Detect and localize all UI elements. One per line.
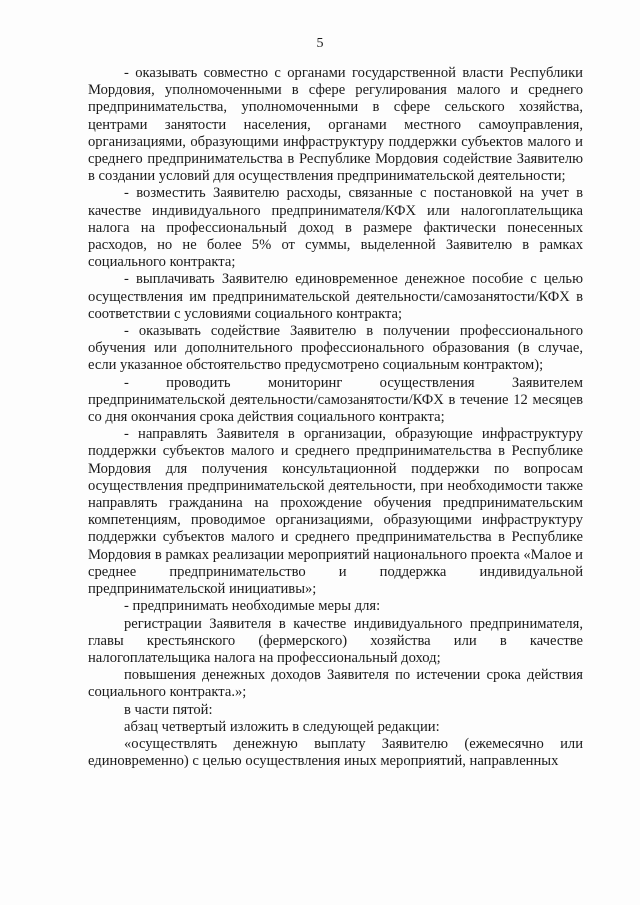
paragraph-assist-conditions: - оказывать совместно с органами государственной власти Республики Мордовия, уполномоченными в сфере регулирования малого и среднего предпринимательства, уполномоченными в сфере сельского хозяйства, центрами занятости населения, органами местного самоуправления, организациями, образующими инфраструктуру поддержки субъектов малого и среднего предпринимательства в Республике Мордовия содействие Заявителю в создании условий для осуществления предпринимательской деятельности; [88,65,583,185]
paragraph-part-five: в части пятой: [124,701,213,718]
document-body [88,65,583,770]
page-number: 5 [316,36,324,51]
paragraph-reimburse-expenses: - возместить Заявителю расходы, связанные с постановкой на учет в качестве индивидуального предпринимателя/КФХ или налогоплательщика налога на профессиональный доход в размере фактически понесенных расходов, но не более 5% от суммы, выделенной Заявителю в рамках социального контракта; [88,185,583,271]
paragraph-cash-payment: «осуществлять денежную выплату Заявителю (ежемесячно или единовременно) с целью осуществления иных мероприятий, направленных [88,735,583,770]
paragraph-referral-support: - направлять Заявителя в организации, образующие инфраструктуру поддержки субъектов малого и среднего предпринимательства в Республике Мордовия для получения консультационной поддержки по вопросам осуществления предпринимательской деятельности, при необходимости также направлять гражданина на прохождение обучения предпринимательским компетенциям, проводимое организациями, образующими инфраструктуру поддержки субъектов малого и среднего предпринимательства в Республике Мордовия в рамках реализации мероприятий национального проекта «Малое и среднее предпринимательство и поддержка индивидуальной предпринимательской инициативы»; [88,426,583,598]
paragraph-take-measures: - предпринимать необходимые меры для: [124,598,381,615]
paragraph-fourth-clause: абзац четвертый изложить в следующей редакции: [124,718,440,735]
paragraph-training-assistance: - оказывать содействие Заявителю в получении профессионального обучения или дополнительного профессионального образования (в случае, если указанное обстоятельство предусмотрено социальным контрактом); [88,323,583,374]
paragraph-registration: регистрации Заявителя в качестве индивидуального предпринимателя, главы крестьянского (фермерского) хозяйства или в качестве налогоплательщика налога на профессиональный доход; [88,615,583,666]
paragraph-monitoring: - проводить мониторинг осуществления Заявителем предпринимательской деятельности/самозанятости/КФХ в течение 12 месяцев со дня окончания срока действия социального контракта; [88,374,583,426]
paragraph-income-increase: повышения денежных доходов Заявителя по истечении срока действия социального контракта.»; [88,667,583,701]
paragraph-lump-sum-payment: - выплачивать Заявителю единовременное денежное пособие с целью осуществления им предпринимательской деятельности/самозанятости/КФХ в соответствии с условиями социального контракта; [88,271,583,322]
